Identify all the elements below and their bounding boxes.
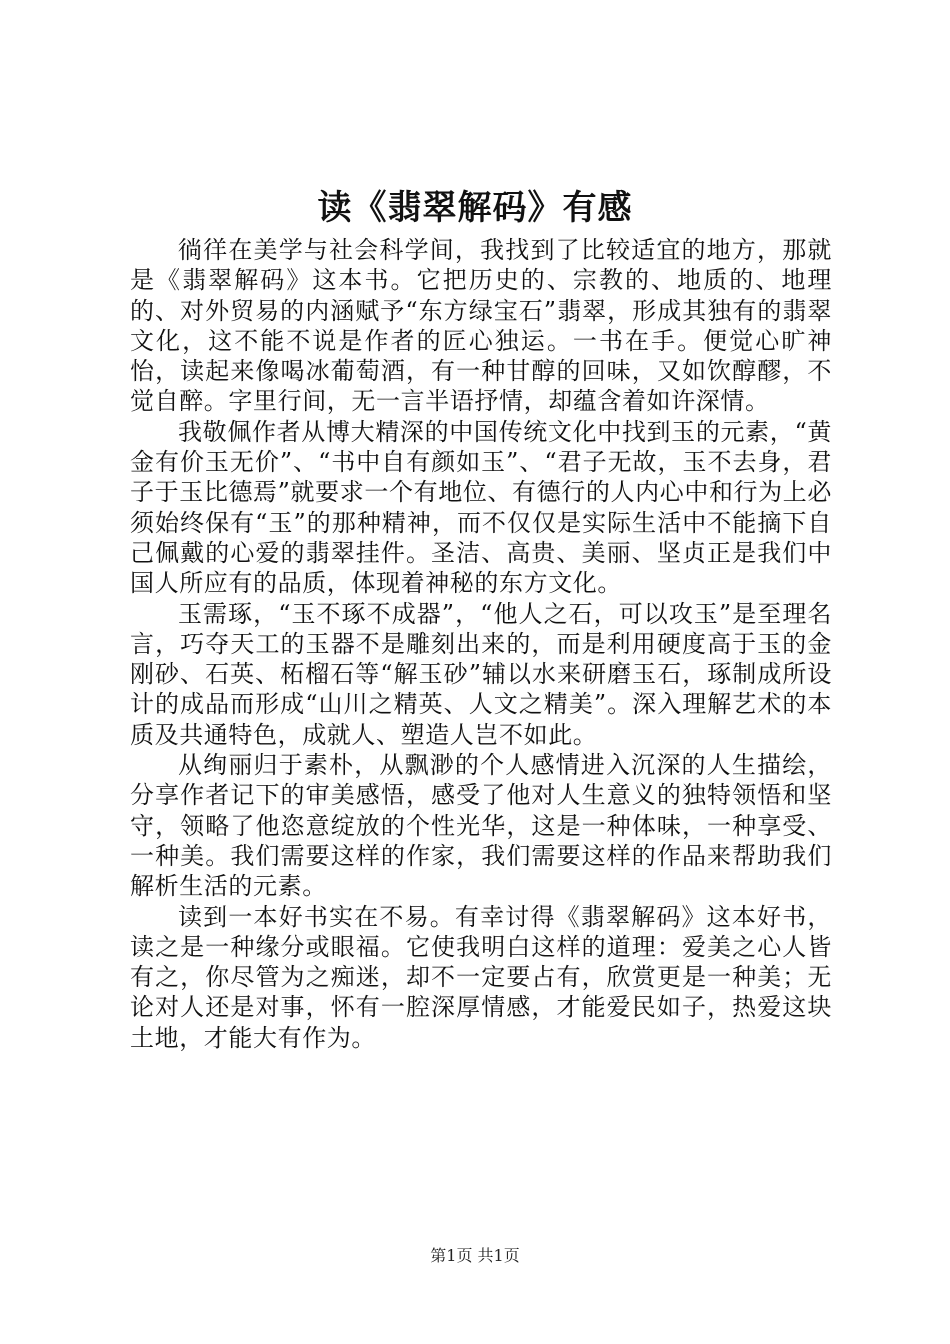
paragraph-1: 徜徉在美学与社会科学间，我找到了比较适宜的地方，那就是《翡翠解码》这本书。它把历史的、宗教的、地质的、地理的、对外贸易的内涵赋予“东方绿宝石”翡翠，形成其独有的翡翠文化，这不能不说是作者的匠心独运。一书在手。便觉心旷神怡，读起来像喝冰葡萄酒，有一种甘醇的回味，又如饮醇醪，不觉自醉。字里行间，无一言半语抒情，却蕴含着如许深情。 [130, 236, 832, 416]
document-body [130, 235, 832, 1053]
paragraph-5: 读到一本好书实在不易。有幸讨得《翡翠解码》这本好书，读之是一种缘分或眼福。它使我明白这样的道理：爱美之心人皆有之，你尽管为之痴迷，却不一定要占有，欣赏更是一种美；无论对人还是对事，怀有一腔深厚情感，才能爱民如子，热爱这块土地，才能大有作为。 [130, 902, 832, 1052]
paragraph-2: 我敬佩作者从博大精深的中国传统文化中找到玉的元素，“黄金有价玉无价”、“书中自有颜如玉”、“君子无故，玉不去身，君子于玉比德焉”就要求一个有地位、有德行的人内心中和行为上必须始终保有“玉”的那种精神，而不仅仅是实际生活中不能摘下自己佩戴的心爱的翡翠挂件。圣洁、高贵、美丽、坚贞正是我们中国人所应有的品质，体现着神秘的东方文化。 [130, 417, 832, 598]
paragraph-4: 从绚丽归于素朴，从飘渺的个人感情进入沉深的人生描绘，分享作者记下的审美感悟，感受了他对人生意义的独特领悟和坚守，领略了他恣意绽放的个性光华，这是一种体味，一种享受、一种美。我们需要这样的作家，我们需要这样的作品来帮助我们解析生活的元素。 [130, 751, 832, 901]
page-footer: 第1页 共1页 [430, 1246, 520, 1265]
paragraph-3: 玉需琢，“玉不琢不成器”，“他人之石，可以攻玉”是至理名言，巧夺天工的玉器不是雕刻出来的，而是利用硬度高于玉的金刚砂、石英、柘榴石等“解玉砂”辅以水来研磨玉石，琢制成所设计的成品而形成“山川之精英、人文之精美”。深入理解艺术的本质及共通特色，成就人、塑造人岂不如此。 [130, 599, 832, 749]
document-title: 读《翡翠解码》有感 [317, 188, 633, 228]
